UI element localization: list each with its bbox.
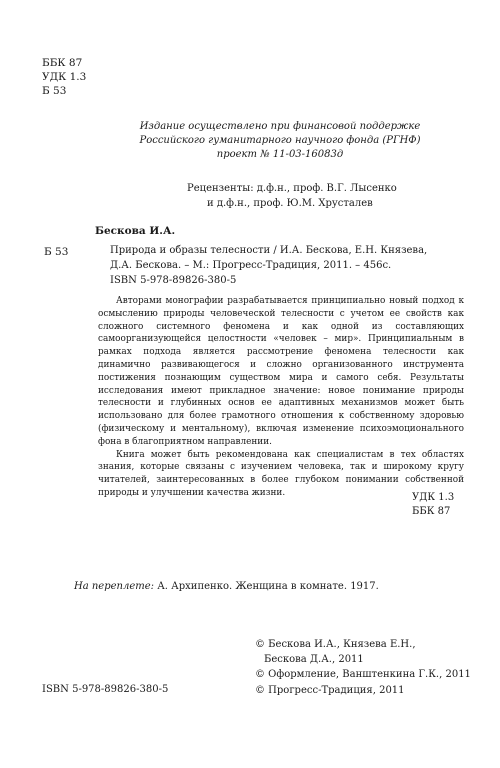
- grant-line-3: проект № 11-03-16083д: [216, 149, 344, 160]
- copyright-notices: [255, 637, 471, 698]
- cover-label: На переплете:: [74, 581, 155, 592]
- bib-line-1: Природа и образы телесности / И.А. Бескова, Е.Н. Князева,: [110, 245, 428, 256]
- cover-note: [74, 581, 379, 592]
- udk-code: УДК 1.3: [42, 71, 87, 83]
- reviewers-line-1: Рецензенты: д.ф.н., проф. В.Г. Лысенко: [187, 183, 397, 194]
- bibliographic-code: Б 53: [44, 246, 69, 258]
- bibliographic-description: [110, 244, 462, 289]
- isbn-bottom: ISBN 5-978-89826-380-5: [42, 684, 169, 695]
- bib-line-2: Д.А. Бескова. – М.: Прогресс-Традиция, 2011. – 456с.: [110, 259, 392, 271]
- copyright-line-4: © Прогресс-Традиция, 2011: [255, 684, 405, 696]
- abstract-paragraph-1: Авторами монографии разрабатывается принципиально новый подход к осмыслению природы человеческой телесности с учетом ее свойств как сложного системного феномена и как одной из составляющих самоорганизующейся целостности «человек – мир». Принципиальным в рамках подхода является рассмотрение феномена телесности как динамично развивающегося и сложно организованного инструмента постижения познающим существом мира и самого себя. Результаты исследования имеют прикладное значение: новое понимание природы телесности и глубинных основ ее адаптивных механизмов может быть использовано для более грамотного отношения к собственному здоровью (физическому и ментальному), включая изменение психоэмоционального фона в благоприятном направлении.: [98, 296, 464, 447]
- copyright-line-1: © Бескова И.А., Князева Е.Н.,: [255, 639, 416, 650]
- grant-line-1: Издание осуществлено при финансовой поддержке: [139, 121, 421, 132]
- classification-block: [42, 56, 86, 98]
- grant-line-2: Российского гуманитарного научного фонда (РГНФ): [139, 135, 421, 146]
- author-sign: Б 53: [42, 85, 67, 97]
- reviewers-line-2: и д.ф.н., проф. Ю.М. Хрусталев: [207, 198, 373, 209]
- reviewers: [187, 181, 397, 211]
- copyright-line-3: © Оформление, Ванштенкина Г.К., 2011: [255, 669, 471, 681]
- bib-isbn: ISBN 5-978-89826-380-5: [110, 275, 237, 286]
- udk-code-bottom: УДК 1.3: [412, 492, 455, 503]
- copyright-line-2: Бескова Д.А., 2011: [264, 654, 364, 666]
- abstract-paragraph-2: Книга может быть рекомендована как специалистам в тех областях знания, которые связаны с изучением человека, так и широкому кругу читателей, заинтересованных в более глубоком понимании собственной природы и улучшении качества жизни.: [98, 449, 464, 498]
- classification-bottom: [412, 491, 454, 519]
- cover-text: А. Архипенко. Женщина в комнате. 1917.: [157, 581, 379, 592]
- abstract: [98, 295, 464, 500]
- bbk-code-bottom: ББК 87: [412, 506, 451, 517]
- grant-note: [100, 120, 460, 162]
- author-heading: Бескова И.А.: [95, 225, 176, 237]
- bbk-code: ББК 87: [42, 57, 83, 69]
